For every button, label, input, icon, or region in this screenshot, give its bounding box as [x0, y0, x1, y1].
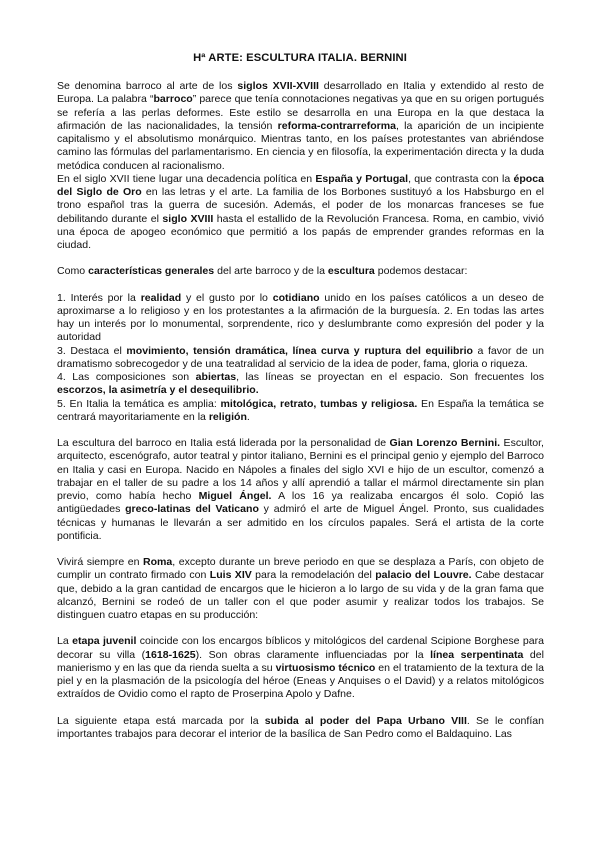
paragraph-urban-viii-stage: La siguiente etapa está marcada por la subida al poder del Papa Urbano VIII. Se le confían importantes trabajos para decorar el interior de la basílica de San Pedro como el Baldaquino. Las: [57, 714, 544, 740]
paragraph-context: En el siglo XVII tiene lugar una decadencia política en España y Portugal, que contrasta con la época del Siglo de Oro en las letras y el arte. La familia de los Borbones sustituyó a los Habsburgo en el trono español tras la guerra de sucesión. Además, el poder de los monarcas franceses se fue debilitando durante el siglo XVIII hasta el estallido de la Revolución Francesa. Roma, en cambio, vivió una época de apogeo económico que permitió a los papás de emprender grandes reformas en la ciudad.: [57, 172, 544, 251]
list-item-4: 4. Las composiciones son abiertas, las líneas se proyectan en el espacio. Son frecuentes los escorzos, la asimetría y el desequilibrio.: [57, 371, 544, 397]
list-item-5: 5. En Italia la temática es amplia: mitológica, retrato, tumbas y religiosa. En España la temática se centrará mayoritariamente en la religión.: [57, 397, 544, 423]
paragraph-intro: Se denomina barroco al arte de los siglos XVII-XVIII desarrollado en Italia y extendido al resto de Europa. La palabra “barroco” parece que tenía connotaciones negativas ya que en su origen portugués se refería a las perlas deformes. Este estilo se desarrolla en una Europa en la que destaca la afirmación de las nacionalidades, la tensión reforma-contrarreforma, la aparición de un incipiente capitalismo y el absolutismo monárquico. Mientras tanto, en los países protestantes van abriéndose camino las fórmulas del parlamentarismo. En ciencia y en filosofía, la experimentación directa y la duda metódica conducen al racionalismo.: [57, 80, 544, 172]
paragraph-bernini-intro: La escultura del barroco en Italia está liderada por la personalidad de Gian Lorenzo Bernini. Escultor, arquitecto, escenógrafo, autor teatral y pintor italiano, Bernini es el principal genio y ejemplo del Barroco en Italia y casi en Europa. Nacido en Nápoles a finales del siglo XVI e hijo de un escultor, comenzó a trabajar en el taller de su padre a los 14 años y allí aprendió a tallar el mármol directamente sin plan previo, como había hecho Miguel Ángel. A los 16 ya realizaba encargos él solo. Copió las antigüedades greco-latinas del Vaticano y admiró el arte de Miguel Ángel. Pronto, sus cualidades técnicas y humanas le llevarán a ser admitido en los círculos papales. Será el artista de la corte pontificia.: [57, 437, 545, 542]
paragraph-characteristics-intro: Como características generales del arte barroco y de la escultura podemos destacar:: [57, 265, 468, 278]
paragraph-youth-stage: La etapa juvenil coincide con los encargos bíblicos y mitológicos del cardenal Scipione Borghese para decorar su villa (1618-1625). Son obras claramente influenciadas por la línea serpentinata del manierismo y en las que da rienda suelta a su virtuosismo técnico en el tratamiento de la textura de la piel y en la plasmación de la psicología del héroe (Eneas y Anquises o el David) y a relatos mitológicos extraídos de Ovidio como el rapto de Proserpina Apolo y Dafne.: [57, 635, 544, 701]
paragraph-rome: Vivirá siempre en Roma, excepto durante un breve periodo en que se desplaza a París, con objeto de cumplir un contrato firmado con Luis XIV para la remodelación del palacio del Louvre. Cabe destacar que, debido a la gran cantidad de encargos que le hicieron a lo largo de su vida y de la gran fama que alcanzó, Bernini se rodeó de un taller con el que poder asumir y realizar todos los trabajos. Se distinguen cuatro etapas en su producción:: [57, 556, 544, 621]
list-item-3: 3. Destaca el movimiento, tensión dramática, línea curva y ruptura del equilibrio a favor de un dramatismo sobrecogedor y de una teatralidad al servicio de la idea de poder, fama, gloria o riqueza.: [57, 344, 544, 370]
page-title: Hª ARTE: ESCULTURA ITALIA. BERNINI: [193, 52, 407, 64]
document-body: [57, 80, 544, 741]
list-item-1: 1. Interés por la realidad y el gusto por lo cotidiano unido en los países católicos a un deseo de aproximarse a lo religioso y en los protestantes a la afirmación de la burguesía. 2. En todas las artes hay un interés por lo monumental, sorprendente, rico y deslumbrante como expresión del poder y la autoridad: [57, 291, 544, 344]
